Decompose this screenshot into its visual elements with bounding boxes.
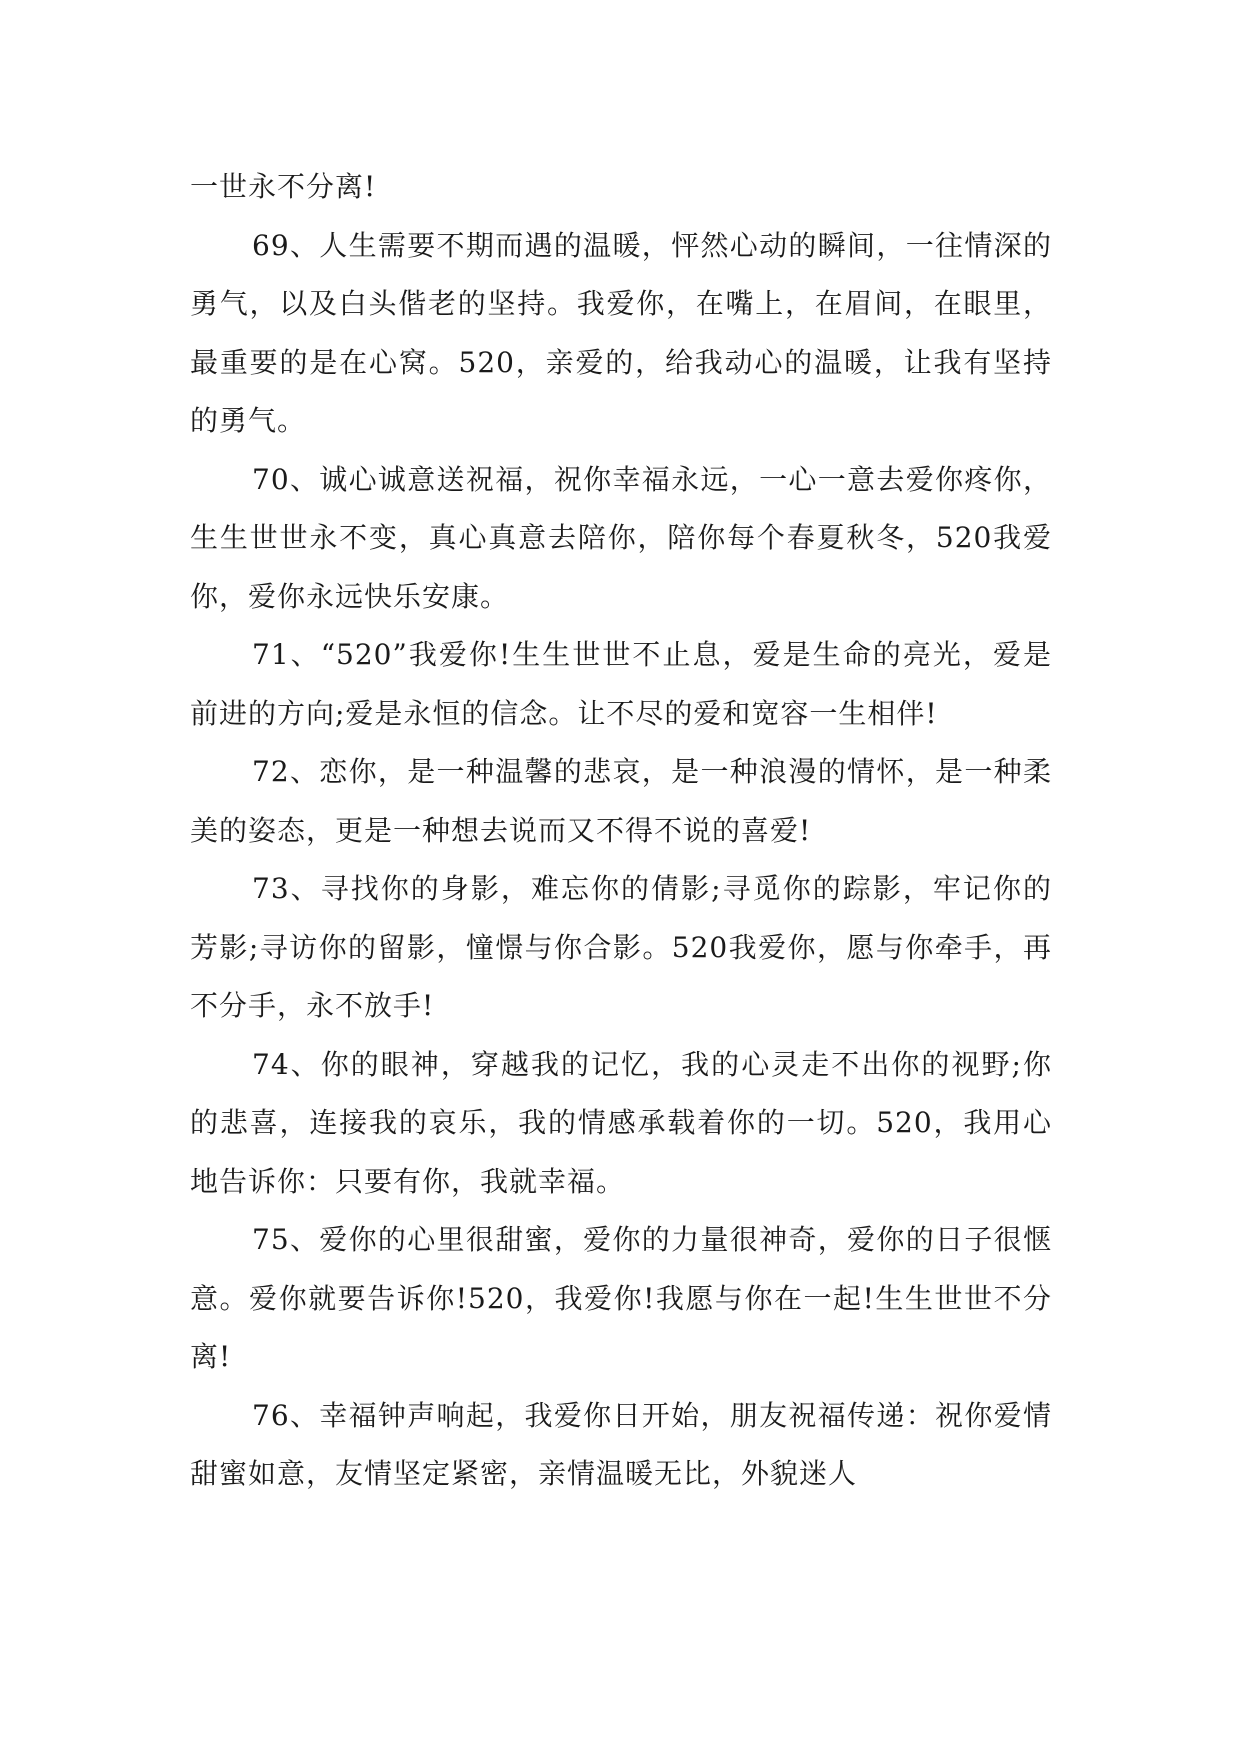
paragraph-continuation: 一世永不分离! — [190, 170, 377, 203]
paragraph-75: 75、爱你的心里很甜蜜，爱你的力量很神奇，爱你的日子很惬意。爱你就要告诉你!520，我爱你!我愿与你在一起!生生世世不分离! — [190, 1223, 1052, 1373]
document-body — [190, 158, 1052, 1504]
paragraph-69: 69、人生需要不期而遇的温暖，怦然心动的瞬间，一往情深的勇气，以及白头偕老的坚持。我爱你，在嘴上，在眉间，在眼里，最重要的是在心窝。520，亲爱的，给我动心的温暖，让我有坚持的勇气。 — [190, 228, 1052, 437]
paragraph-76: 76、幸福钟声响起，我爱你日开始，朋友祝福传递：祝你爱情甜蜜如意，友情坚定紧密，亲情温暖无比，外貌迷人 — [190, 1398, 1052, 1490]
paragraph-70: 70、诚心诚意送祝福，祝你幸福永远，一心一意去爱你疼你，生生世世永不变，真心真意去陪你，陪你每个春夏秋冬，520我爱你，爱你永远快乐安康。 — [190, 462, 1052, 613]
paragraph-74: 74、你的眼神，穿越我的记忆，我的心灵走不出你的视野;你的悲喜，连接我的哀乐，我的情感承载着你的一切。520，我用心地告诉你：只要有你，我就幸福。 — [190, 1047, 1052, 1198]
paragraph-72: 72、恋你，是一种温馨的悲哀，是一种浪漫的情怀，是一种柔美的姿态，更是一种想去说而又不得不说的喜爱! — [190, 755, 1052, 847]
paragraph-73: 73、寻找你的身影，难忘你的倩影;寻觅你的踪影，牢记你的芳影;寻访你的留影，憧憬与你合影。520我爱你，愿与你牵手，再不分手，永不放手! — [190, 872, 1052, 1022]
paragraph-71: 71、“520”我爱你!生生世世不止息，爱是生命的亮光，爱是前进的方向;爱是永恒的信念。让不尽的爱和宽容一生相伴! — [190, 638, 1052, 730]
